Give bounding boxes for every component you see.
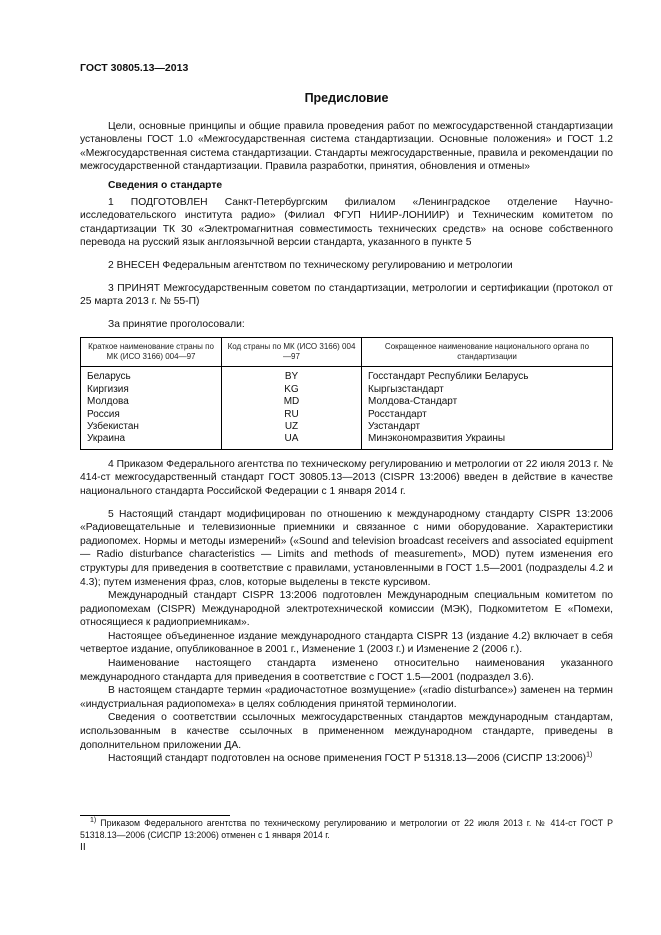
item-5-modified: 5 Настоящий стандарт модифицирован по отношению к международному стандарту CISPR 13:2006 «Радиовещательные и телевизионные приемники и связанное с ними оборудование. Характеристики радиопомех. Нормы и методы измерений» («Sound and television broadcast receivers and associated equipment — Radio disturbance characteristics — Limits and methods of measurement», MOD) путем изменения его структуры для приведения в соответствие с правилами, установленными в ГОСТ 1.5—2001 (подразделы 4.2 и 4.3); путем изменения фраз, слов, которые выделены в тексте курсивом. <box>80 508 613 588</box>
code-cell: BY <box>222 367 362 384</box>
table-header-row <box>81 338 613 367</box>
footnote-mark: 1) <box>90 817 97 825</box>
table-row <box>81 433 613 449</box>
country-cell: Узбекистан <box>81 421 222 433</box>
table-row <box>81 396 613 408</box>
page-title: Предисловие <box>304 91 389 105</box>
column-header-country: Краткое наименование страны по МК (ИСО 3166) 004—97 <box>81 338 222 367</box>
code-cell: UA <box>222 433 362 449</box>
country-cell: Беларусь <box>81 367 222 384</box>
intro-paragraph: Цели, основные принципы и общие правила проведения работ по межгосударственной стандартизации установлены ГОСТ 1.0 «Межгосударственная система стандартизации. Основные положения» и ГОСТ 1.2 «Межгосударственная система стандартизации. Стандарты межгосударственные, правила и рекомендации по межгосударственной стандартизации. Правила разработки, принятия, обновления и отмены» <box>80 120 613 173</box>
preface-content <box>80 92 613 766</box>
vote-intro: За принятие проголосовали: <box>108 318 245 330</box>
footnote-text: Приказом Федерального агентства по техническому регулированию и метрологии от 22 июля 2013 г. № 414-ст ГОСТ Р 51318.13—2006 (СИСПР 13:2006) отменен с 1 января 2014 г. <box>80 818 613 840</box>
country-cell: Киргизия <box>81 384 222 396</box>
body-cell: Кыргызстандарт <box>362 384 613 396</box>
title-change-paragraph: Наименование настоящего стандарта изменено относительно наименования указанного международного стандарта для приведения в соответствие с ГОСТ 1.5—2001 (подраздел 3.6). <box>80 658 613 683</box>
consolidated-edition-paragraph: Настоящее объединенное издание международного стандарта CISPR 13 (издание 4.2) включает в себя четвертое издание, опубликованное в 2001 г., Изменение 1 (2003 г.) и Изменение 2 (2006 г.). <box>80 630 613 656</box>
table-row <box>81 367 613 384</box>
country-cell: Молдова <box>81 396 222 408</box>
body-cell: Росстандарт <box>362 409 613 421</box>
footnote-reference: 1) <box>586 751 593 759</box>
column-header-body: Сокращенное наименование национального органа по стандартизации <box>362 338 613 367</box>
reference-standards-paragraph: Сведения о соответствии ссылочных межгосударственных стандартов международным стандартам, использованным в качестве ссылочных в примененном международном стандарте, приведены в дополнительном приложении ДА. <box>80 712 613 751</box>
column-header-code: Код страны по МК (ИСО 3166) 004—97 <box>222 338 362 367</box>
body-cell: Молдова-Стандарт <box>362 396 613 408</box>
table-row <box>81 409 613 421</box>
item-1-prepared: 1 ПОДГОТОВЛЕН Санкт-Петербургским филиалом «Ленинградское отделение Научно-исследовательского института радио» (Филиал ФГУП НИИР-ЛОНИИР) и Техническим комитетом по стандартизации ТК 30 «Электромагнитная совместимость технических средств» на основе собственного перевода на русский язык англоязычной версии стандарта, указанного в пункте 5 <box>80 196 613 249</box>
document-code: ГОСТ 30805.13—2013 <box>80 62 189 74</box>
code-cell: MD <box>222 396 362 408</box>
table-row <box>81 384 613 396</box>
basis-text: Настоящий стандарт подготовлен на основе применения ГОСТ Р 51318.13—2006 (СИСПР 13:2006) <box>108 753 587 765</box>
item-2-submitted: 2 ВНЕСЕН Федеральным агентством по техническому регулированию и метрологии <box>108 259 513 271</box>
body-cell: Минэкономразвития Украины <box>362 433 613 449</box>
item-3-adopted: 3 ПРИНЯТ Межгосударственным советом по стандартизации, метрологии и сертификации (протокол от 25 марта 2013 г. № 55-П) <box>80 282 613 308</box>
code-cell: RU <box>222 409 362 421</box>
footnote <box>80 818 613 841</box>
table-row <box>81 421 613 433</box>
code-cell: UZ <box>222 421 362 433</box>
about-standard-heading: Сведения о стандарте <box>108 179 223 191</box>
country-cell: Россия <box>81 409 222 421</box>
footnote-separator <box>80 815 230 816</box>
cispr-prepared-paragraph: Международный стандарт CISPR 13:2006 подготовлен Международным специальным комитетом по радиопомехам (CISPR) Международной электротехнической комиссии (МЭК), Подкомитетом E «Помехи, относящиеся к радиоприемникам». <box>80 590 613 629</box>
basis-paragraph <box>80 752 613 766</box>
term-replacement-paragraph: В настоящем стандарте термин «радиочастотное возмущение» («radio disturbance») заменен на термин «индустриальная радиопомеха» в целях соблюдения принятой терминологии. <box>80 685 613 710</box>
page-number: II <box>80 842 86 853</box>
code-cell: KG <box>222 384 362 396</box>
voting-table <box>80 337 613 449</box>
body-cell: Госстандарт Республики Беларусь <box>362 367 613 384</box>
item-4-order: 4 Приказом Федерального агентства по техническому регулированию и метрологии от 22 июля 2013 г. № 414-ст межгосударственный стандарт ГОСТ 30805.13—2013 (CISPR 13:2006) введен в действие в качестве национального стандарта Российской Федерации с 1 января 2014 г. <box>80 458 613 497</box>
body-cell: Узстандарт <box>362 421 613 433</box>
country-cell: Украина <box>81 433 222 449</box>
